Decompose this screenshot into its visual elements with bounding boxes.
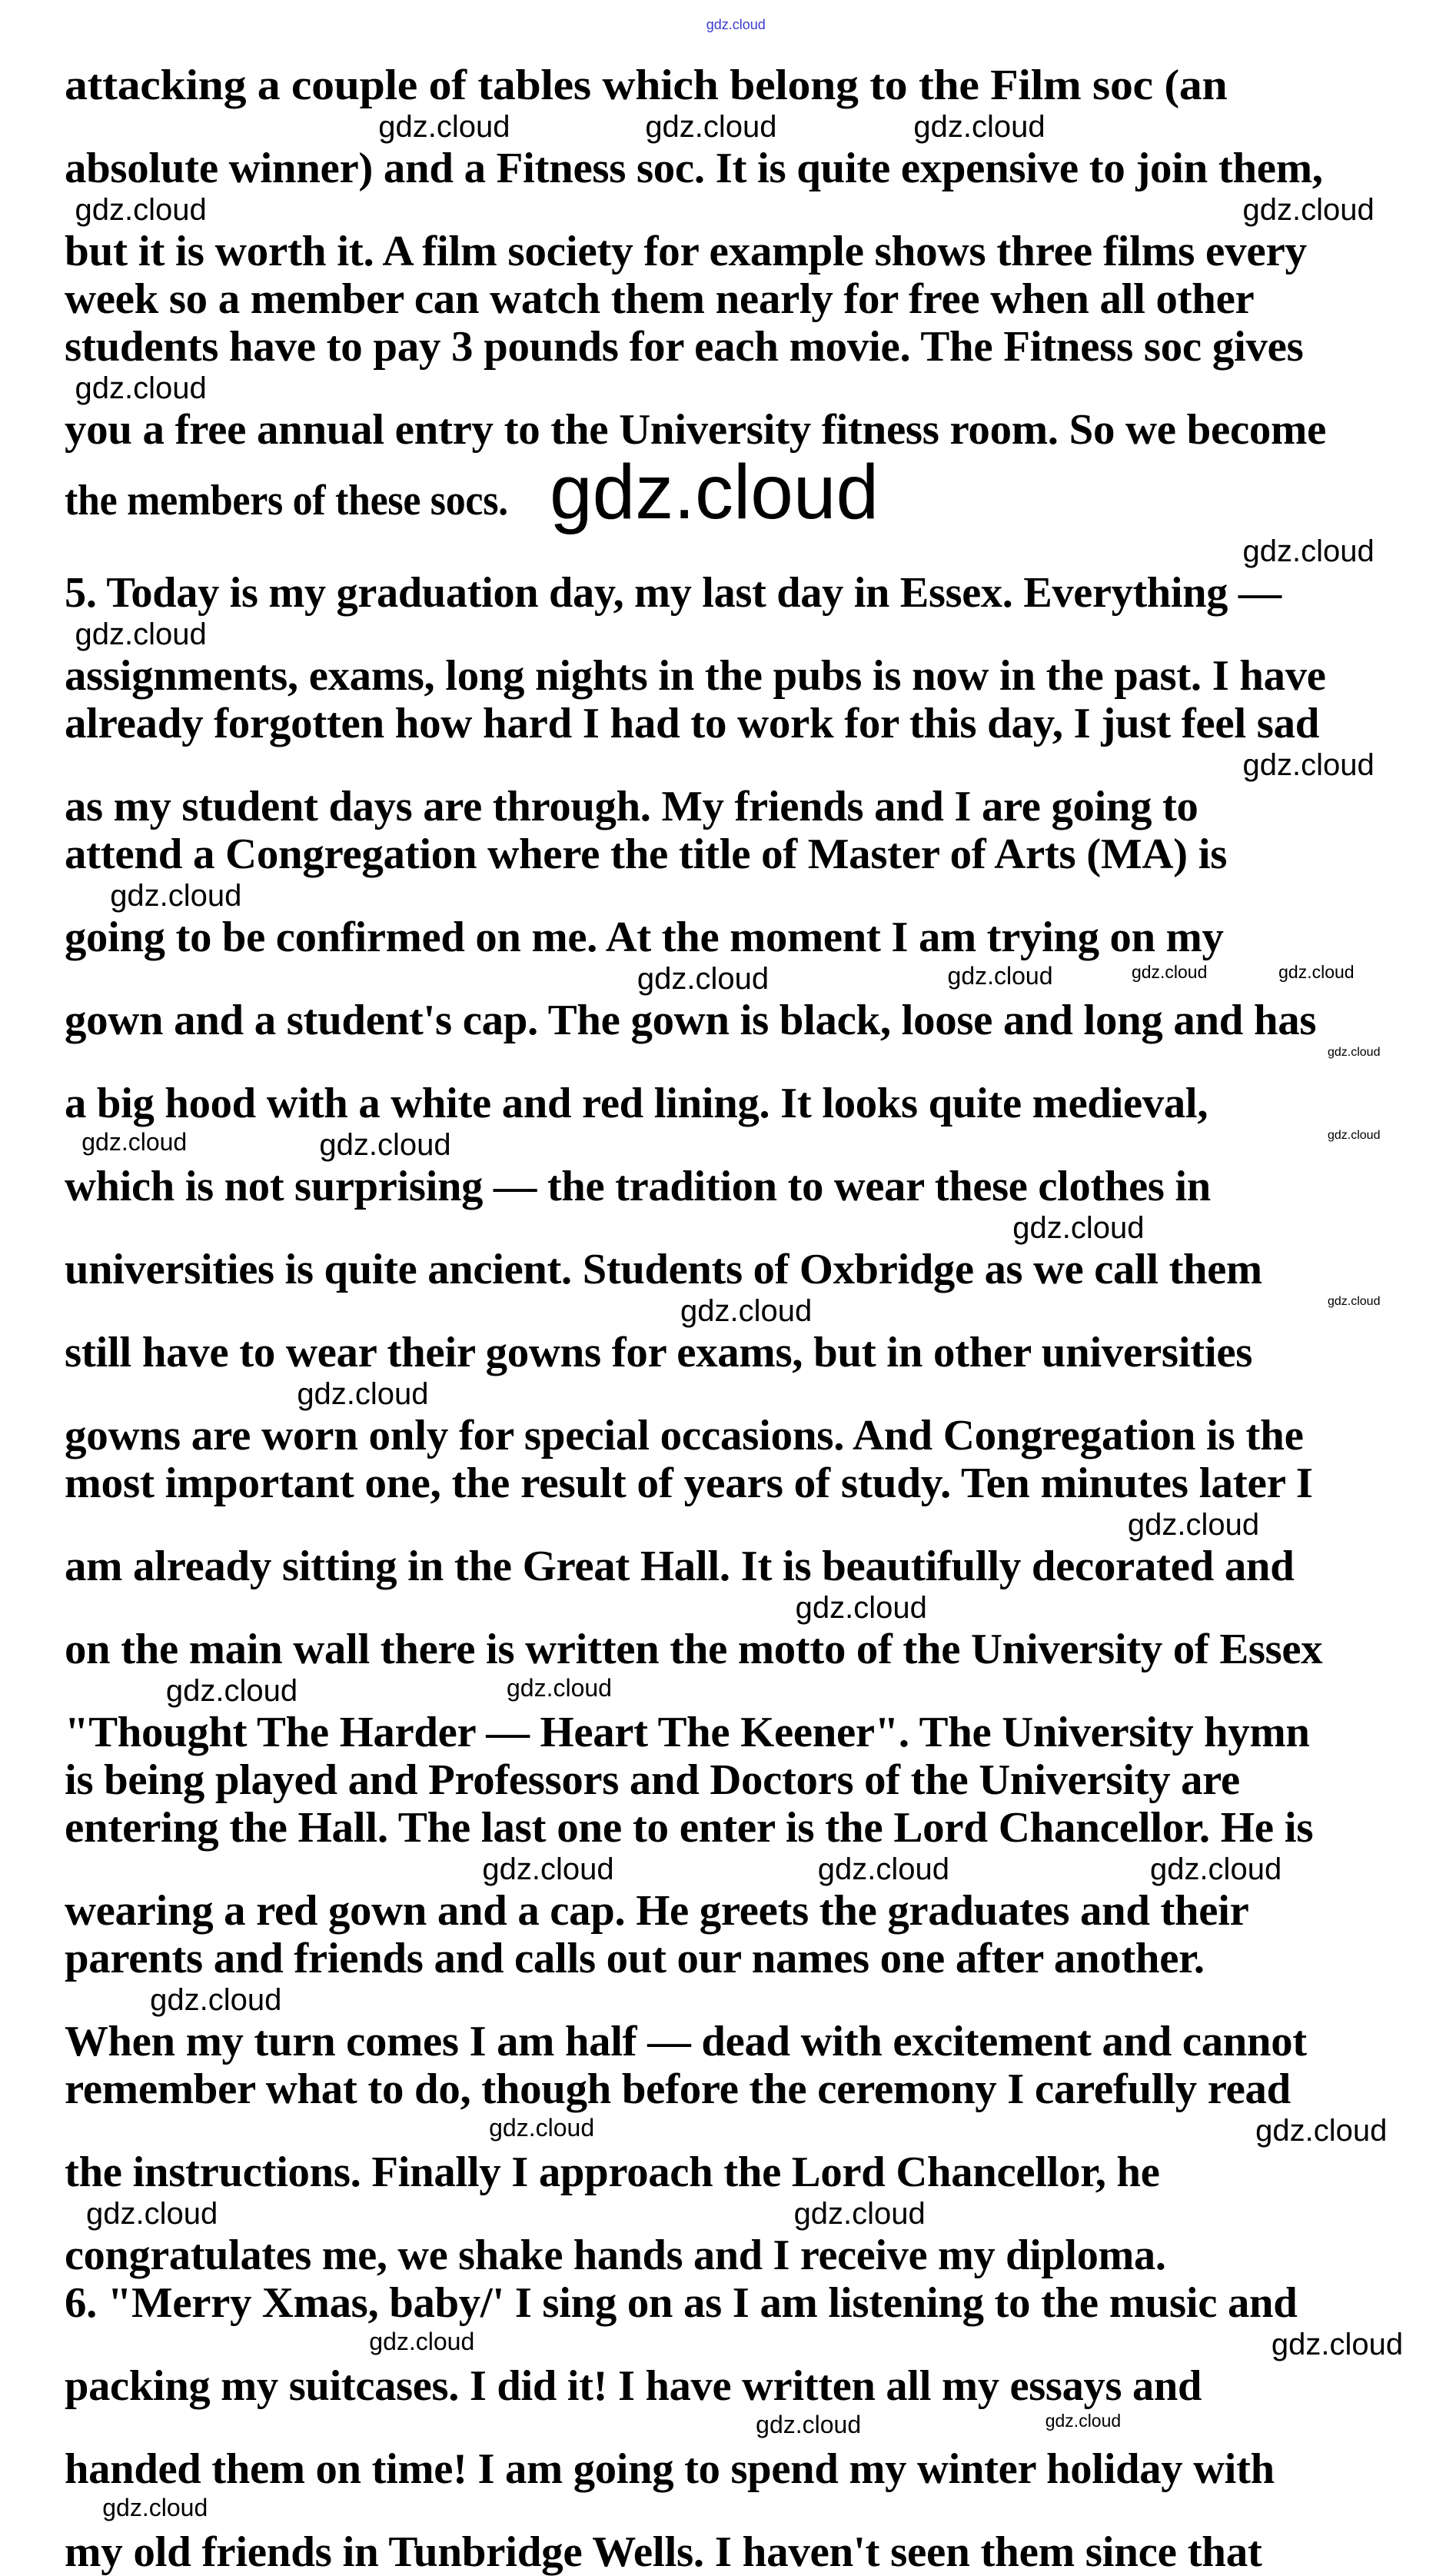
- text-line: universities is quite ancient. Students of Oxbridge as we call them: [65, 1246, 1262, 1293]
- text-line: as my student days are through. My friends and I are going to: [65, 783, 1198, 830]
- text-line-row: [0, 1935, 1446, 1982]
- text-line-row: [0, 1080, 1446, 1127]
- watermark: gdz.cloud: [482, 1852, 614, 1886]
- watermark: gdz.cloud: [550, 449, 879, 535]
- watermark-row: [0, 2196, 1446, 2232]
- text-line-row: [0, 2232, 1446, 2279]
- watermark: gdz.cloud: [817, 1852, 949, 1886]
- watermark-row: [0, 1044, 1446, 1080]
- watermark: gdz.cloud: [378, 110, 510, 144]
- text-line: still have to wear their gowns for exams, but in other universities: [65, 1329, 1253, 1376]
- watermark: gdz.cloud: [489, 2114, 595, 2142]
- text-line: on the main wall there is written the motto of the University of Essex: [65, 1626, 1323, 1673]
- text-line-row: [0, 2018, 1446, 2065]
- text-line-row: [0, 652, 1446, 700]
- watermark: gdz.cloud: [75, 371, 207, 405]
- text-line-row: [0, 323, 1446, 371]
- text-line: remember what to do, though before the ceremony I carefully read: [65, 2065, 1291, 2113]
- watermark: gdz.cloud: [1242, 534, 1375, 568]
- watermark-row: [0, 1982, 1446, 2018]
- watermark: gdz.cloud: [1131, 962, 1208, 982]
- text-line: wearing a red gown and a cap. He greets the graduates and their: [65, 1887, 1249, 1935]
- text-line-row: [0, 1246, 1446, 1293]
- watermark-row: [0, 15, 1446, 62]
- watermark-row: [0, 1590, 1446, 1626]
- watermark-row: [0, 1293, 1446, 1329]
- text-line: most important one, the result of years of study. Ten minutes later I: [65, 1459, 1313, 1507]
- watermark-row: [0, 617, 1446, 652]
- text-line: the instructions. Finally I approach the Lord Chancellor, he: [65, 2148, 1160, 2196]
- text-line: attend a Congregation where the title of Master of Arts (MA) is: [65, 830, 1228, 878]
- watermark-row: [0, 747, 1446, 783]
- watermark-row: [0, 1852, 1446, 1887]
- watermark-row: [0, 1673, 1446, 1709]
- text-line: but it is worth it. A film society for example shows three films every: [65, 228, 1307, 275]
- watermark: gdz.cloud: [795, 1591, 927, 1625]
- text-line: is being played and Professors and Doctors of the University are: [65, 1756, 1240, 1804]
- watermark: gdz.cloud: [1278, 962, 1355, 982]
- watermark: gdz.cloud: [1271, 2328, 1404, 2361]
- watermark: gdz.cloud: [506, 1674, 612, 1702]
- text-line: congratulates me, we shake hands and I receive my diploma.: [65, 2232, 1166, 2279]
- text-line-row: [0, 1412, 1446, 1459]
- text-line-row: [0, 2148, 1446, 2196]
- text-line: handed them on time! I am going to spend my winter holiday with: [65, 2445, 1275, 2493]
- watermark-row: [0, 1127, 1446, 1163]
- text-line-row: [0, 2445, 1446, 2493]
- text-line-row: [0, 1756, 1446, 1804]
- watermark-row: [0, 961, 1446, 997]
- text-line: parents and friends and calls out our names one after another.: [65, 1935, 1205, 1982]
- text-line: absolute winner) and a Fitness soc. It is quite expensive to join them,: [65, 145, 1323, 192]
- watermark: gdz.cloud: [1327, 1046, 1381, 1059]
- text-line-row: [0, 2065, 1446, 2113]
- text-line: you a free annual entry to the University fitness room. So we become: [65, 406, 1327, 454]
- text-line: students have to pay 3 pounds for each movie. The Fitness soc gives: [65, 323, 1304, 371]
- watermark: gdz.cloud: [297, 1377, 429, 1411]
- text-line-row: [0, 1543, 1446, 1590]
- text-line: attacking a couple of tables which belong to the Film soc (an: [65, 62, 1228, 109]
- watermark: gdz.cloud: [793, 2197, 926, 2231]
- watermark: gdz.cloud: [75, 193, 207, 227]
- text-line-row: [0, 228, 1446, 275]
- watermark-row: [0, 2113, 1446, 2148]
- watermark-row: [0, 1210, 1446, 1246]
- watermark: gdz.cloud: [150, 1983, 282, 2017]
- watermark: gdz.cloud: [680, 1294, 813, 1328]
- text-line: my old friends in Tunbridge Wells. I haven't seen them since that: [65, 2528, 1262, 2576]
- text-line-row: [0, 1329, 1446, 1376]
- text-line-row: [0, 1459, 1446, 1507]
- text-line-row: [0, 145, 1446, 192]
- watermark: gdz.cloud: [1149, 1852, 1282, 1886]
- text-line: 6. "Merry Xmas, baby/' I sing on as I am listening to the music and: [65, 2279, 1298, 2327]
- watermark-row: [0, 2327, 1446, 2362]
- watermark-row: [0, 534, 1446, 569]
- watermark: gdz.cloud: [756, 2411, 862, 2438]
- text-line-row: [0, 275, 1446, 323]
- watermark: gdz.cloud: [637, 962, 770, 996]
- watermark-row: [0, 109, 1446, 145]
- text-line: which is not surprising — the tradition to wear these clothes in: [65, 1163, 1211, 1210]
- watermark: gdz.cloud: [110, 879, 242, 913]
- watermark-row: [0, 878, 1446, 914]
- text-line-row: [0, 2362, 1446, 2410]
- watermark: gdz.cloud: [1327, 1129, 1381, 1142]
- watermark: gdz.cloud: [319, 1128, 451, 1162]
- watermark-row: [0, 1376, 1446, 1412]
- watermark: gdz.cloud: [1012, 1211, 1145, 1245]
- watermark-row: [0, 192, 1446, 228]
- text-line-row: [0, 1709, 1446, 1756]
- text-line-row: [0, 830, 1446, 878]
- text-line: gowns are worn only for special occasions. And Congregation is the: [65, 1412, 1304, 1459]
- watermark: gdz.cloud: [913, 110, 1045, 144]
- text-line-row: [0, 2528, 1446, 2576]
- text-line: going to be confirmed on me. At the moment I am trying on my: [65, 914, 1224, 961]
- watermark: gdz.cloud: [1242, 748, 1375, 782]
- watermark: gdz.cloud: [1327, 1295, 1381, 1308]
- watermark: gdz.cloud: [165, 1674, 298, 1708]
- watermark: gdz.cloud: [1255, 2114, 1388, 2148]
- watermark: gdz.cloud: [102, 2494, 208, 2521]
- text-line-row: [0, 1804, 1446, 1852]
- watermark: gdz.cloud: [1045, 2411, 1122, 2431]
- text-line-row: [0, 997, 1446, 1044]
- watermark-row: [0, 1507, 1446, 1543]
- watermark: gdz.cloud: [86, 2197, 218, 2231]
- watermark-row: [0, 371, 1446, 406]
- text-line-row: [0, 2279, 1446, 2327]
- watermark-row: [0, 2410, 1446, 2445]
- text-line: When my turn comes I am half — dead with excitement and cannot: [65, 2018, 1307, 2065]
- text-line: am already sitting in the Great Hall. It is beautifully decorated and: [65, 1543, 1295, 1590]
- watermark: gdz.cloud: [81, 1128, 188, 1156]
- text-line: week so a member can watch them nearly for free when all other: [65, 275, 1255, 323]
- text-line: entering the Hall. The last one to enter is the Lord Chancellor. He is: [65, 1804, 1314, 1852]
- text-line: "Thought The Harder — Heart The Keener". The University hymn: [65, 1709, 1310, 1756]
- watermark: gdz.cloud: [947, 962, 1053, 990]
- watermark-row: [0, 2493, 1446, 2528]
- watermark: gdz.cloud: [645, 110, 777, 144]
- text-line: assignments, exams, long nights in the pubs is now in the past. I have: [65, 652, 1326, 700]
- text-line-row: [0, 914, 1446, 961]
- text-line-row: [0, 1626, 1446, 1673]
- text-line: 5. Today is my graduation day, my last day in Essex. Everything —: [65, 569, 1281, 617]
- text-line-row: [0, 1887, 1446, 1935]
- text-line-row: [0, 783, 1446, 830]
- watermark: gdz.cloud: [1242, 193, 1375, 227]
- text-line: packing my suitcases. I did it! I have written all my essays and: [65, 2362, 1202, 2410]
- text-line: the members of these socs.: [65, 477, 508, 524]
- text-line-row: [0, 62, 1446, 109]
- text-line-row: [0, 1163, 1446, 1210]
- text-line-row: [0, 406, 1446, 454]
- text-line-row: [0, 569, 1446, 617]
- watermark: gdz.cloud: [706, 17, 766, 32]
- text-line-row: [0, 700, 1446, 747]
- text-line: gown and a student's cap. The gown is black, loose and long and has: [65, 997, 1317, 1044]
- text-line: a big hood with a white and red lining. It looks quite medieval,: [65, 1080, 1208, 1127]
- text-line-row: [0, 449, 1446, 535]
- text-line: already forgotten how hard I had to work for this day, I just feel sad: [65, 700, 1320, 747]
- watermark: gdz.cloud: [369, 2328, 475, 2355]
- watermark: gdz.cloud: [1127, 1508, 1260, 1542]
- watermark: gdz.cloud: [75, 617, 207, 651]
